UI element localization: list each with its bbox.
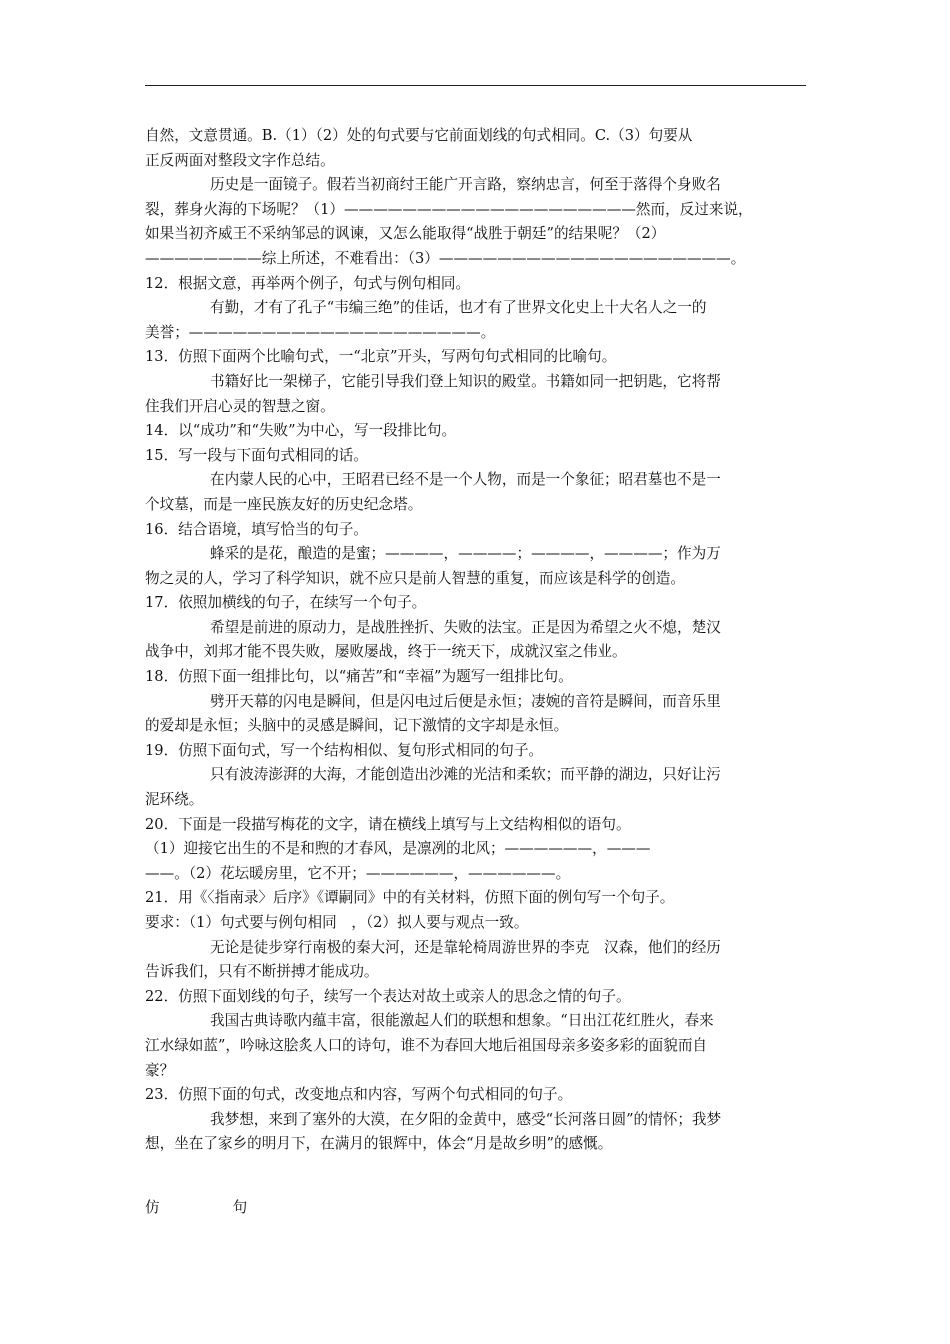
page-footer-title: 仿 句: [145, 1199, 248, 1216]
text-line: 15．写一段与下面句式相同的话。: [145, 446, 368, 464]
text-line: 我国古典诗歌内蕴丰富，很能激起人们的联想和想象。“日出江花红胜火，春来: [210, 1012, 714, 1030]
text-line: 21．用《〈指南录〉后序》《谭嗣同》中的有关材料，仿照下面的例句写一个句子。: [145, 889, 675, 907]
text-line: 12．根据文意，再举两个例子，句式与例句相同。: [145, 274, 471, 292]
text-line: （1）迎接它出生的不是和煦的才春风，是凛冽的北风；——————，———: [145, 840, 651, 858]
text-line: 蜂采的是花，酿造的是蜜；————，————；————，————；作为万: [210, 545, 721, 563]
text-line: 告诉我们，只有不断拼搏才能成功。: [145, 963, 379, 981]
text-line: 裂，葬身火海的下场呢？（1）————————————————————然而，反过来说，: [145, 200, 753, 218]
text-line: 江水绿如蓝”，吟咏这脍炙人口的诗句，谁不为春回大地后祖国母亲多姿多彩的面貌而自: [145, 1036, 708, 1054]
text-line: 美誉；————————————————————。: [145, 323, 496, 341]
text-line: 的爱却是永恒；头脑中的灵感是瞬间，记下激情的文字却是永恒。: [145, 717, 569, 735]
text-line: 豪？: [145, 1061, 175, 1079]
text-line: 住我们开启心灵的智慧之窗。: [145, 397, 335, 415]
header-rule: [145, 85, 806, 86]
text-line: 书籍好比一架梯子，它能引导我们登上知识的殿堂。书籍如同一把钥匙，它将帮: [210, 372, 721, 390]
text-line: 自然，文意贯通。B.（1）（2）处的句式要与它前面划线的句式相同。C.（3）句要从: [145, 127, 693, 144]
text-line: 13．仿照下面两个比喻句式，一“北京”开头，写两句句式相同的比喻句。: [145, 348, 617, 366]
text-line: ——。（2）花坛暖房里，它不开；——————，——————。: [145, 864, 571, 882]
document-body: [145, 124, 806, 1157]
text-line: 只有波涛澎湃的大海，才能创造出沙滩的光洁和柔软；而平静的湖边，只好让污: [210, 766, 721, 784]
text-line: 泥环绕。: [145, 791, 204, 809]
text-line: 劈开天幕的闪电是瞬间，但是闪电过后便是永恒；凄婉的音符是瞬间，而音乐里: [210, 692, 721, 710]
text-line: ————————综上所述，不难看出：（3）————————————————————。: [145, 249, 746, 267]
text-line: 无论是徒步穿行南极的秦大河，还是靠轮椅周游世界的李克 汉森，他们的经历: [210, 938, 721, 956]
text-line: 个坟墓，而是一座民族友好的历史纪念塔。: [145, 495, 423, 513]
text-line: 想，坐在了家乡的明月下，在满月的银辉中，体会“月是故乡明”的感慨。: [145, 1135, 613, 1153]
text-line: 我梦想，来到了塞外的大漠，在夕阳的金黄中，感受“长河落日圆”的情怀；我梦: [210, 1110, 722, 1128]
text-line: 14．以“成功”和“失败”为中心，写一段排比句。: [145, 422, 457, 440]
text-line: 有勤，才有了孔子“韦编三绝”的佳话，也才有了世界文化史上十大名人之一的: [210, 299, 707, 317]
text-line: 18．仿照下面一组排比句，以“痛苦”和“幸福”为题写一组排比句。: [145, 668, 573, 686]
text-line: 希望是前进的原动力，是战胜挫折、失败的法宝。正是因为希望之火不熄，楚汉: [210, 618, 721, 636]
text-line: 历史是一面镜子。假若当初商纣王能广开言路，察纳忠言，何至于落得个身败名: [210, 176, 721, 194]
text-line: 正反两面对整段文字作总结。: [145, 151, 335, 169]
text-line: 20．下面是一段描写梅花的文字，请在横线上填写与上文结构相似的语句。: [145, 815, 631, 833]
text-line: 23．仿照下面的句式，改变地点和内容，写两个句式相同的句子。: [145, 1086, 573, 1104]
text-line: 如果当初齐威王不采纳邹忌的讽谏，又怎么能取得“战胜于朝廷”的结果呢？（2）: [145, 225, 666, 243]
text-line: 战争中，刘邦才能不畏失败，屡败屡战，终于一统天下，成就汉室之伟业。: [145, 643, 627, 661]
text-line: 22．仿照下面划线的句子，续写一个表达对故土或亲人的思念之情的句子。: [145, 987, 631, 1005]
text-line: 物之灵的人，学习了科学知识，就不应只是前人智慧的重复，而应该是科学的创造。: [145, 569, 685, 587]
text-line: 19．仿照下面句式，写一个结构相似、复句形式相同的句子。: [145, 741, 544, 759]
text-line: 16．结合语境，填写恰当的句子。: [145, 520, 368, 538]
text-line: 在内蒙人民的心中，王昭君已经不是一个人物，而是一个象征；昭君墓也不是一: [210, 471, 721, 489]
text-line: 要求：（1）句式要与例句相同 ，（2）拟人要与观点一致。: [145, 914, 529, 931]
text-line: 17．依照加横线的句子，在续写一个句子。: [145, 594, 427, 612]
